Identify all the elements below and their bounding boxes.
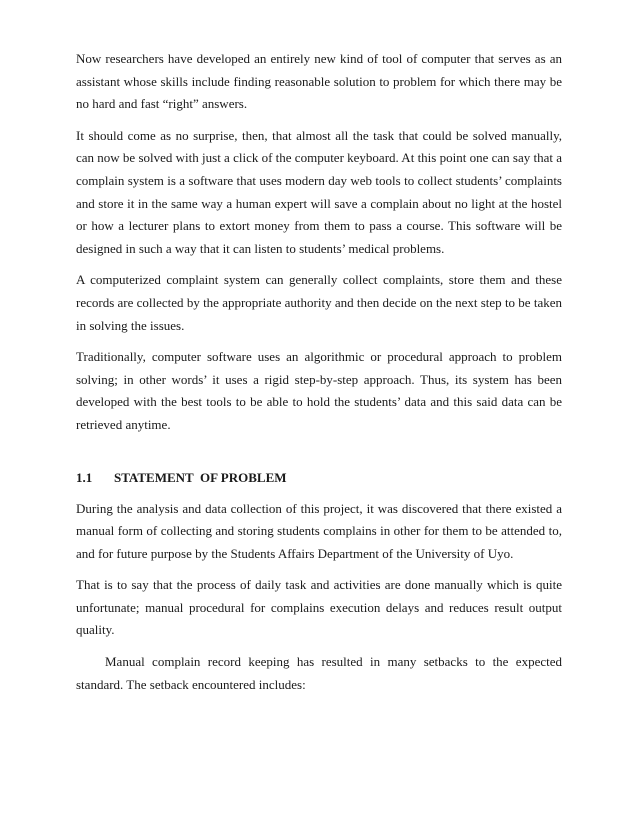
section-title: STATEMENT OF PROBLEM	[114, 469, 287, 485]
paragraph-intro-4: Traditionally, computer software uses an algorithmic or procedural approach to problem solving; in other words’ it uses a rigid step-by-step approach. Thus, its system has been developed with the best tools to be able to hold the students’ data and this said data can be retrieved anytime.	[76, 349, 562, 432]
paragraph-intro-1: Now researchers have developed an entirely new kind of tool of computer that serves as an assistant whose skills include finding reasonable solution to problem for which there may be no hard and fast “right” answers.	[76, 51, 562, 112]
document-page	[76, 48, 562, 705]
paragraph-section-3: Manual complain record keeping has resulted in many setbacks to the expected standard. The setback encountered includes:	[76, 654, 562, 692]
paragraph-section-2: That is to say that the process of daily task and activities are done manually which is quite unfortunate; manual procedural for complains execution delays and reduces result output quality.	[76, 577, 562, 638]
paragraph-intro-3: A computerized complaint system can generally collect complaints, store them and these records are collected by the appropriate authority and then decide on the next step to be taken in solving the issues.	[76, 272, 562, 333]
section-heading	[76, 467, 562, 489]
paragraph-section-1: During the analysis and data collection of this project, it was discovered that there existed a manual form of collecting and storing students complains in other for them to be attended to, and for future purpose by the Students Affairs Department of the University of Uyo.	[76, 500, 562, 561]
paragraph-intro-2: It should come as no surprise, then, that almost all the task that could be solved manually, can now be solved with just a click of the computer keyboard. At this point one can say that a complain system is a software that uses modern day web tools to collect students’ complaints and store it in the same way a human expert will save a complain about no light at the hostel or how a lecturer plans to extort money from them to pass a course. This software will be designed in such a way that it can listen to students’ medical problems.	[76, 127, 562, 256]
section-number: 1.1	[76, 469, 93, 485]
